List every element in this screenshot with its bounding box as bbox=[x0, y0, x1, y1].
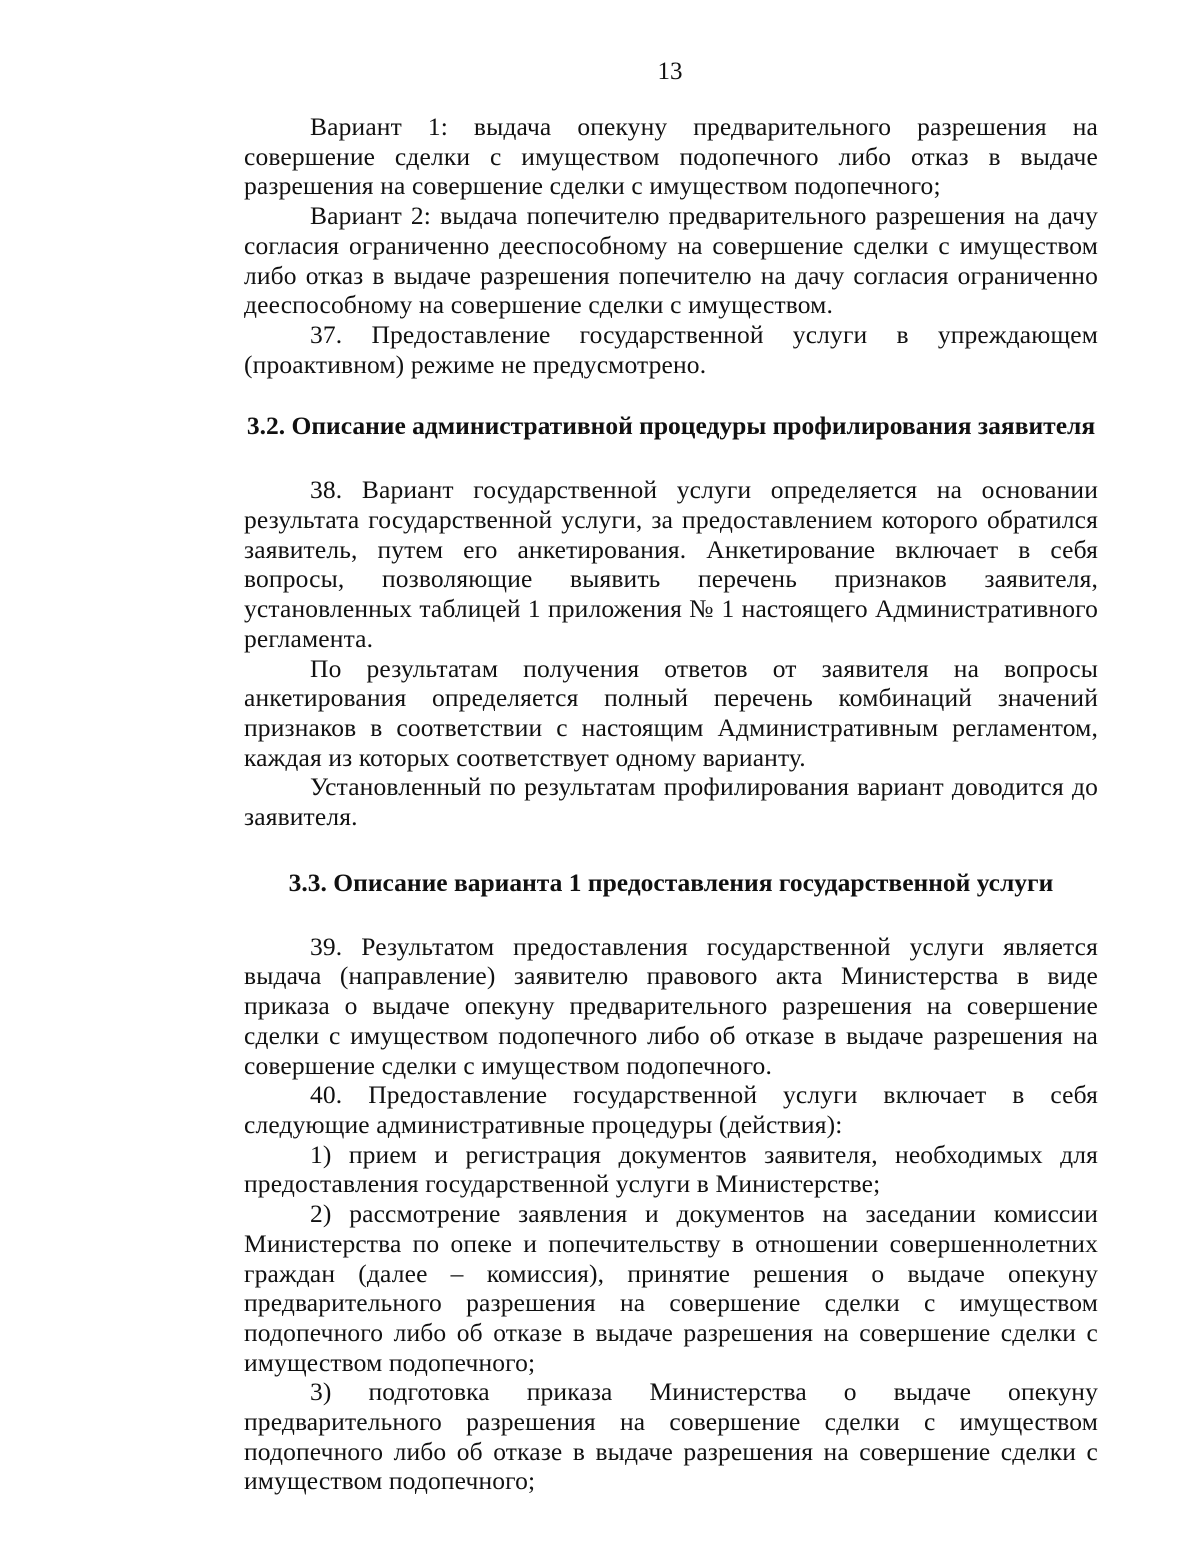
paragraph-variant-1: Вариант 1: выдача опекуну предварительного разрешения на совершение сделки с имуществом подопечного либо отказ в выдаче разрешения на совершение сделки с имуществом подопечного; bbox=[244, 112, 1098, 201]
spacer bbox=[244, 898, 1098, 932]
spacer bbox=[244, 441, 1098, 475]
paragraph-profiling-results: По результатам получения ответов от заявителя на вопросы анкетирования определяется полный перечень комбинаций значений признаков в соответствии с настоящим Административным регламентом, каждая из которых соответствует одному варианту. bbox=[244, 653, 1098, 772]
list-item-2: 2) рассмотрение заявления и документов на заседании комиссии Министерства по опеке и попечительству в отношении совершеннолетних граждан (далее – комиссия), принятие решения о выдаче опекуну предварительного разрешения на совершение сделки с имуществом подопечного либо об отказе в выдаче разрешения на совершение сделки с имуществом подопечного; bbox=[244, 1199, 1098, 1377]
list-item-1: 1) прием и регистрация документов заявителя, необходимых для предоставления государственной услуги в Министерстве; bbox=[244, 1139, 1098, 1199]
spacer bbox=[244, 832, 1098, 868]
document-body bbox=[244, 112, 1098, 1496]
spacer bbox=[244, 379, 1098, 411]
list-item-3: 3) подготовка приказа Министерства о выдаче опекуну предварительного разрешения на совершение сделки с имуществом подопечного либо об отказе в выдаче разрешения на совершение сделки с имуществом подопечного; bbox=[244, 1377, 1098, 1496]
section-heading-3-3: 3.3. Описание варианта 1 предоставления государственной услуги bbox=[288, 867, 1054, 897]
paragraph-variant-notified: Установленный по результатам профилирования вариант доводится до заявителя. bbox=[244, 772, 1098, 832]
paragraph-40: 40. Предоставление государственной услуги включает в себя следующие административные процедуры (действия): bbox=[244, 1080, 1098, 1139]
page-number: 13 bbox=[657, 58, 683, 85]
paragraph-39: 39. Результатом предоставления государственной услуги является выдача (направление) заявителю правового акта Министерства в виде приказа о выдаче опекуну предварительного разрешения на совершение сделки с имуществом подопечного либо об отказе в выдаче разрешения на совершение сделки с имуществом подопечного. bbox=[244, 931, 1098, 1080]
paragraph-37: 37. Предоставление государственной услуги в упреждающем (проактивном) режиме не предусмотрено. bbox=[244, 319, 1098, 379]
paragraph-38: 38. Вариант государственной услуги определяется на основании результата государственной услуги, за предоставлением которого обратился заявитель, путем его анкетирования. Анкетирование включает в себя вопросы, позволяющие выявить перечень признаков заявителя, установленных таблицей 1 приложения № 1 настоящего Административного регламента. bbox=[244, 475, 1098, 653]
paragraph-variant-2: Вариант 2: выдача попечителю предварительного разрешения на дачу согласия ограниченно дееспособному на совершение сделки с имуществом либо отказ в выдаче разрешения попечителю на дачу согласия ограниченно дееспособному на совершение сделки с имуществом. bbox=[244, 201, 1098, 320]
section-heading-3-2: 3.2. Описание административной процедуры профилирования заявителя bbox=[246, 411, 1096, 441]
